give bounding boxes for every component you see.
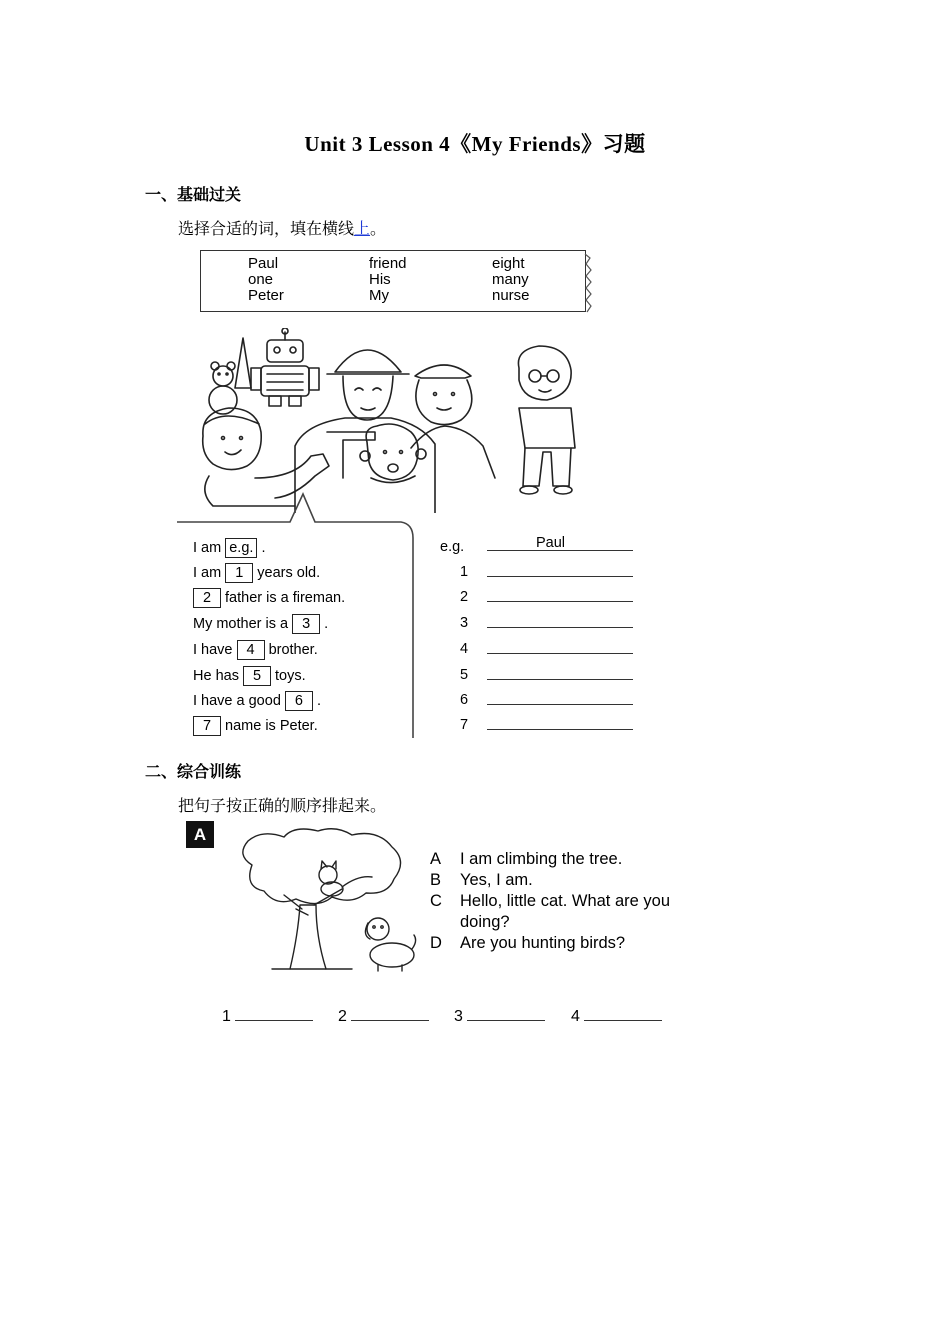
row-text: I am [193,540,222,556]
answer-label: 2 [460,589,469,605]
blank-box: 7 [193,716,221,736]
exercise-row [193,587,345,609]
order-line[interactable] [467,1006,545,1021]
sentence-letter: C [430,892,442,910]
word: one [248,271,274,288]
row-text: I am [193,565,222,581]
order-line[interactable] [351,1006,429,1021]
nurse-drawing [411,365,495,478]
word: friend [369,255,407,272]
order-blank [571,1006,662,1026]
answer-line[interactable] [487,665,633,680]
answer-label: 5 [460,667,469,683]
answer-label: 6 [460,692,469,708]
order-number: 2 [338,1008,347,1025]
row-text: toys. [275,668,306,684]
blank-box: 2 [193,588,221,608]
answer-label: 4 [460,641,469,657]
row-text: name is Peter. [225,718,318,734]
row-text: I have [193,642,233,658]
part-a-badge: A [186,821,214,848]
word-bank [200,250,586,312]
answer-label: 3 [460,615,469,631]
answer-line[interactable] [487,690,633,705]
instruction-period: 。 [370,221,387,238]
sentence-letter: A [430,850,442,868]
cat-drawing [319,861,372,896]
word: Paul [248,255,279,272]
answer-line[interactable] [487,639,633,654]
section-2-heading: 二、综合训练 [145,764,242,781]
exercise-row [193,690,321,712]
order-line[interactable] [584,1006,662,1021]
row-text: years old. [257,565,321,581]
peter-drawing [518,346,575,494]
instruction-link[interactable]: 上 [354,221,371,238]
blank-box: 4 [237,640,265,660]
word: Peter [248,287,284,304]
section-1-heading: 一、基础过关 [145,187,242,204]
exercise-row [193,639,318,661]
instruction-text: 选择合适的词，填在横线 [178,221,355,238]
sentence-text: Yes, I am. [460,871,533,889]
sentence-letter: D [430,934,442,952]
word: His [369,271,391,288]
answer-line[interactable] [487,587,633,602]
sentence-text: I am climbing the tree. [460,850,623,868]
answer-line[interactable] [487,536,633,551]
order-blank [338,1006,429,1026]
word: nurse [492,287,530,304]
sentence-text: doing? [460,913,510,931]
fireman-drawing [295,350,435,513]
exercise-row [193,613,328,635]
order-line[interactable] [235,1006,313,1021]
answer-label: 7 [460,717,469,733]
exercise-row [193,562,320,584]
example-answer: Paul [536,535,566,551]
word: eight [492,255,525,272]
row-text: . [316,693,321,709]
exercise-row [193,665,306,687]
exercise-row [193,537,265,559]
tree-cat-dog-illustration [232,825,417,975]
row-text: I have a good [193,693,281,709]
dog-drawing [365,918,415,971]
answer-label: e.g. [440,539,465,555]
blank-box: 5 [243,666,271,686]
order-blank [454,1006,545,1026]
row-text: My mother is a [193,616,289,632]
blank-box: 1 [225,563,253,583]
row-text: father is a fireman. [225,590,346,606]
row-text: He has [193,668,239,684]
robot-drawing [251,328,319,406]
order-number: 1 [222,1008,231,1025]
row-text: brother. [268,642,318,658]
word: My [369,287,389,304]
order-number: 4 [571,1008,580,1025]
word: many [492,271,529,288]
answer-line[interactable] [487,562,633,577]
section-2-instruction: 把句子按正确的顺序排起来。 [178,798,387,815]
sentence-letter: B [430,871,442,889]
row-text: . [261,540,266,556]
answer-label: 1 [460,564,469,580]
blank-box: 3 [292,614,320,634]
answer-line[interactable] [487,715,633,730]
section-1-instruction [178,216,386,239]
exercise-row [193,715,318,737]
friends-illustration [195,328,595,513]
teddy-bear-drawing [209,362,237,414]
order-number: 3 [454,1008,463,1025]
order-blank [222,1006,313,1026]
rocket-drawing [235,338,251,388]
sentence-text: Hello, little cat. What are you [460,892,671,910]
blank-box: 6 [285,691,313,711]
answer-line[interactable] [487,613,633,628]
page-title: Unit 3 Lesson 4《My Friends》习题 [304,132,646,156]
word-bank-shadow [583,252,593,314]
sentence-text: Are you hunting birds? [460,934,626,952]
blank-box: e.g. [225,538,257,558]
row-text: . [324,616,329,632]
